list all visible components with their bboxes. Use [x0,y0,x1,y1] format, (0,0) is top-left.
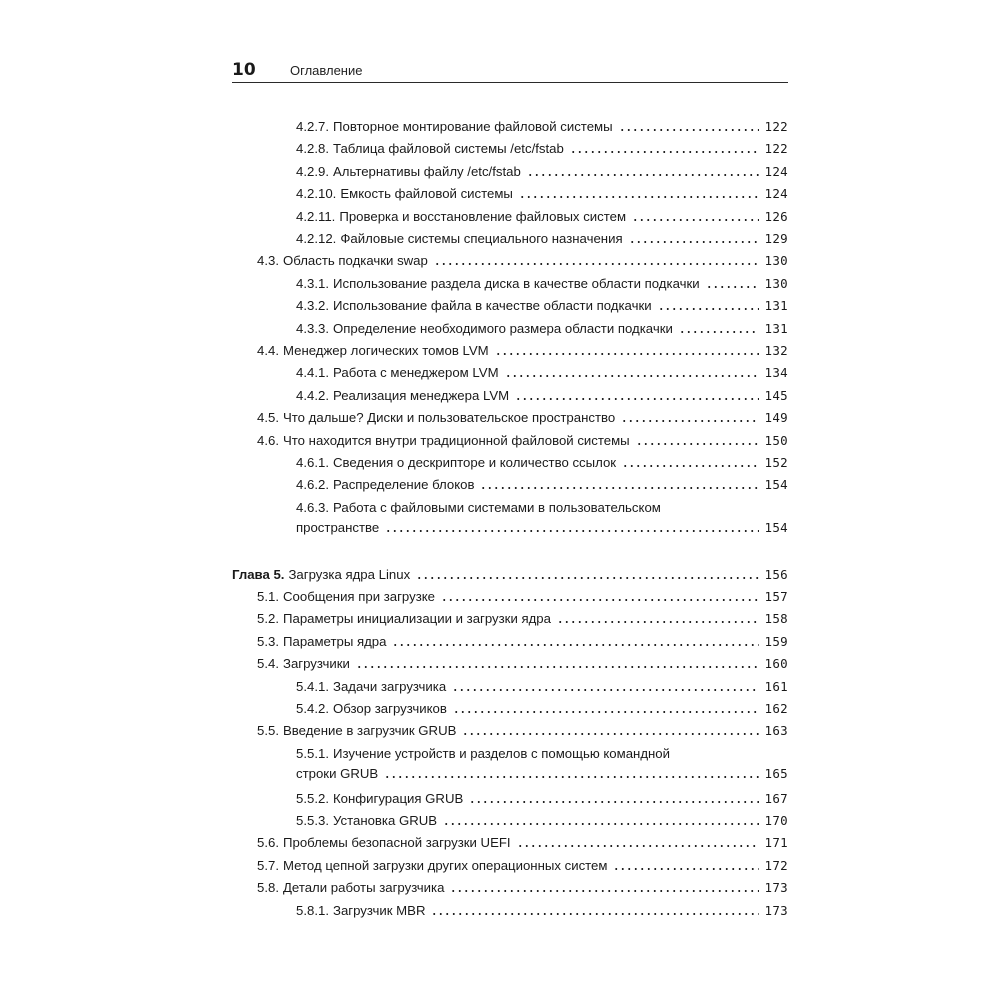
dot-leader [480,480,758,490]
entry-number: 5.4. [257,656,279,672]
dot-leader [450,883,758,893]
toc-entry [257,833,788,853]
toc-entry [257,632,788,652]
toc-entry [257,341,788,361]
entry-page: 122 [764,119,788,134]
entry-title: Работа с файловыми системами в пользовательском [333,499,661,515]
entry-number: 5.5.1. [296,745,329,761]
entry-page: 173 [764,880,788,896]
entry-title: Определение необходимого размера области подкачки [333,320,673,336]
entry-page: 124 [764,186,788,202]
entry-page: 154 [764,519,788,535]
entry-title: Проверка и восстановление файловых систем [339,208,627,224]
entry-number: 4.2.11. [296,208,336,224]
entry-title: Работа с менеджером LVM [333,365,499,381]
toc-entry [296,475,788,495]
entry-number: 5.2. [257,611,279,627]
dot-leader [356,659,759,669]
toc-entry [257,587,788,607]
entry-page: 131 [764,298,788,314]
entry-title: Параметры ядра [283,633,387,649]
dot-leader [392,637,758,647]
toc-entry [296,677,788,697]
entry-page: 126 [764,208,788,224]
entry-page: 145 [764,387,788,403]
dot-leader [416,570,758,580]
entry-page: 171 [764,835,788,851]
entry-page: 163 [764,723,788,739]
dot-leader [443,816,758,826]
entry-number: 5.5. [257,723,279,739]
dot-leader [515,391,758,401]
entry-number: 4.6.2. [296,477,329,493]
entry-title: Емкость файловой системы [340,186,513,202]
entry-page: 156 [764,566,788,582]
entry-title: Установка GRUB [333,813,438,828]
toc-entry [296,901,788,921]
dot-leader [517,838,759,848]
toc-entry [257,878,788,898]
entry-title: Проблемы безопасной загрузки UEFI [283,835,511,851]
entry-title: Менеджер логических томов LVM [283,343,489,358]
entry-number: 5.8.1. [296,902,329,918]
entry-number: 4.4. [257,343,279,358]
toc-entry [296,139,788,159]
entry-page: 172 [764,857,788,873]
entry-title: Сведения о дескрипторе и количество ссылок [333,455,617,470]
toc-entry [296,789,788,809]
dot-leader [452,682,758,692]
entry-page: 167 [764,790,788,806]
dot-leader [622,458,758,468]
entry-number: 5.4.1. [296,678,329,694]
entry-page: 170 [764,813,788,828]
entry-title: Загрузчик MBR [333,902,426,918]
dot-leader [505,368,759,378]
dot-leader [557,614,759,624]
entry-number: 4.2.9. [296,163,329,179]
entry-page: 131 [764,320,788,336]
entry-number: 5.5.2. [296,790,329,806]
entry-number: 4.3.2. [296,298,329,314]
toc-entry [296,744,788,784]
toc-entry [296,363,788,383]
dot-leader [636,436,759,446]
toc-entry [296,498,788,538]
entry-title: Метод цепной загрузки других операционных систем [283,857,608,873]
entry-number: 4.6. [257,432,279,448]
toc-entry [257,609,788,629]
toc-entry [257,251,788,271]
entry-page: 157 [764,589,788,604]
page-number: 10 [232,60,256,80]
toc-entry [296,162,788,182]
entry-number: 5.3. [257,633,279,649]
entry-number: 4.2.7. [296,119,329,134]
entry-title: Распределение блоков [333,477,475,493]
toc-entry [257,431,788,451]
toc-entry [257,721,788,741]
dot-leader [629,234,759,244]
toc-entry [296,453,788,473]
entry-title: Обзор загрузчиков [333,701,447,716]
running-title: Оглавление [290,63,363,78]
dot-leader [385,523,758,533]
entry-title: Загрузчики [283,656,350,672]
toc-entry [257,856,788,876]
entry-page: 159 [764,633,788,649]
dot-leader [462,726,758,736]
entry-title-continued: строки GRUB [296,765,379,781]
toc-entry [296,229,788,249]
entry-page: 154 [764,477,788,493]
entry-title: Таблица файловой системы /etc/fstab [333,141,564,157]
entry-title: Альтернативы файлу /etc/fstab [333,163,521,179]
entry-page: 130 [764,253,788,269]
entry-title: Что находится внутри традиционной файловой системы [283,432,630,448]
entry-title: Сообщения при загрузке [283,589,436,604]
entry-number: 4.3.3. [296,320,329,336]
entry-title: Использование файла в качестве области подкачки [333,298,652,314]
entry-number: 4.5. [257,410,279,426]
entry-number: 5.5.3. [296,813,329,828]
toc-entry [296,319,788,339]
toc-entry [257,654,788,674]
entry-title: Задачи загрузчика [333,678,447,694]
entry-number: 4.3. [257,253,279,269]
entry-page: 160 [764,656,788,672]
toc-entry [296,207,788,227]
entry-number: 4.2.8. [296,141,329,157]
entry-page: 165 [764,765,788,781]
entry-title: Область подкачки swap [283,253,428,269]
toc-entry [296,274,788,294]
dot-leader [441,592,759,602]
entry-page: 129 [764,231,788,246]
entry-page: 158 [764,611,788,627]
dot-leader [495,346,759,356]
dot-leader [632,212,758,222]
entry-title: Параметры инициализации и загрузки ядра [283,611,551,627]
dot-leader [613,861,758,871]
entry-page: 124 [764,163,788,179]
entry-page: 130 [764,275,788,291]
entry-title: Повторное монтирование файловой системы [333,119,613,134]
entry-page: 134 [764,365,788,381]
entry-number: 5.8. [257,880,279,896]
entry-number: 4.4.2. [296,387,329,403]
dot-leader [519,189,759,199]
entry-page: 122 [764,141,788,157]
dot-leader [431,906,758,916]
entry-number: 5.4.2. [296,701,329,716]
dot-leader [384,769,758,779]
dot-leader [658,301,759,311]
entry-page: 173 [764,902,788,918]
entry-title: Загрузка ядра Linux [288,566,411,582]
dot-leader [453,704,759,714]
dot-leader [706,279,759,289]
entry-page: 152 [764,455,788,470]
entry-number: 4.2.12. [296,231,337,246]
entry-title: Введение в загрузчик GRUB [283,723,457,739]
dot-leader [434,256,759,266]
entry-number: 5.6. [257,835,279,851]
entry-title: Конфигурация GRUB [333,790,464,806]
entry-title: Файловые системы специального назначения [340,231,623,246]
entry-number: 5.7. [257,857,279,873]
dot-leader [570,144,759,154]
entry-page: 150 [764,432,788,448]
toc-entry [296,386,788,406]
entry-number: 4.6.3. [296,499,329,515]
entry-page: 162 [764,701,788,716]
toc-entry [257,408,788,428]
chapter-entry [232,565,788,585]
dot-leader [679,324,759,334]
dot-leader [527,167,759,177]
toc-entry [296,811,788,831]
entry-number: 4.6.1. [296,455,329,470]
entry-title-continued: пространстве [296,519,380,535]
entry-title: Детали работы загрузчика [283,880,445,896]
entry-page: 161 [764,678,788,694]
page-header [232,60,788,83]
entry-page: 149 [764,410,788,426]
toc-entry [296,699,788,719]
entry-number: 4.2.10. [296,186,337,202]
entry-number: 4.3.1. [296,275,329,291]
dot-leader [621,413,758,423]
entry-number: 5.1. [257,589,279,604]
toc-entry [296,117,788,137]
entry-number: Глава 5. [232,566,285,582]
entry-number: 4.4.1. [296,365,329,381]
toc-entry [296,184,788,204]
toc-entry [296,296,788,316]
dot-leader [469,794,758,804]
dot-leader [619,122,759,132]
entry-page: 132 [764,343,788,358]
entry-title: Использование раздела диска в качестве области подкачки [333,275,700,291]
entry-title: Реализация менеджера LVM [333,387,510,403]
entry-title: Что дальше? Диски и пользовательское пространство [283,410,616,426]
entry-title: Изучение устройств и разделов с помощью командной [333,745,671,761]
